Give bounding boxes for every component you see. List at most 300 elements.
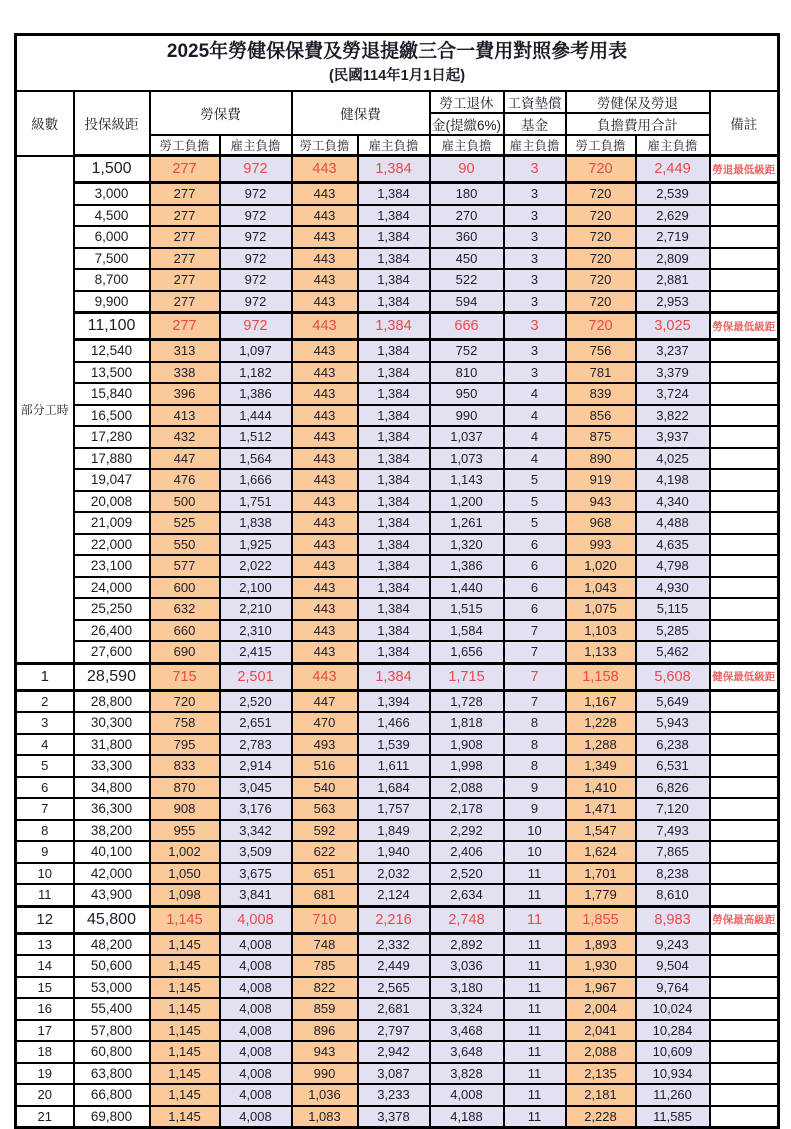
- total-employee-cell: 720: [566, 226, 636, 248]
- bracket-cell: 8,700: [74, 269, 150, 291]
- total-employee-cell: 1,967: [566, 977, 636, 999]
- health-employer-cell: 1,384: [358, 313, 430, 340]
- health-employer-cell: 1,466: [358, 712, 430, 734]
- health-employee-cell: 443: [292, 577, 358, 599]
- table-row: [16, 555, 779, 577]
- labor-employer-cell: 2,651: [220, 712, 292, 734]
- health-employer-cell: 3,378: [358, 1106, 430, 1128]
- wagefund-employer-cell: 7: [504, 620, 566, 642]
- remark-cell: [710, 448, 779, 470]
- pension-employer-cell: 2,406: [430, 841, 504, 863]
- labor-employee-cell: 432: [150, 426, 220, 448]
- table-row: [16, 362, 779, 384]
- labor-employee-cell: 833: [150, 755, 220, 777]
- remark-cell: [710, 555, 779, 577]
- total-employee-cell: 1,471: [566, 798, 636, 820]
- total-employer-cell: 10,284: [636, 1020, 710, 1042]
- labor-employer-cell: 1,444: [220, 405, 292, 427]
- health-employer-cell: 1,384: [358, 512, 430, 534]
- bracket-cell: 15,840: [74, 383, 150, 405]
- health-employer-cell: 1,384: [358, 362, 430, 384]
- wagefund-employer-cell: 9: [504, 777, 566, 799]
- remark-cell: [710, 998, 779, 1020]
- health-employee-cell: 859: [292, 998, 358, 1020]
- level-cell: 11: [16, 884, 74, 906]
- health-employee-cell: 651: [292, 863, 358, 885]
- wagefund-employer-cell: 10: [504, 841, 566, 863]
- table-row: [16, 641, 779, 663]
- pension-employer-cell: 1,261: [430, 512, 504, 534]
- table-title-block: [16, 35, 779, 92]
- pension-employer-cell: 1,143: [430, 469, 504, 491]
- labor-employee-cell: 1,145: [150, 955, 220, 977]
- table-row: [16, 426, 779, 448]
- pension-employer-cell: 1,200: [430, 491, 504, 513]
- total-employee-cell: 1,075: [566, 598, 636, 620]
- pension-employer-cell: 1,073: [430, 448, 504, 470]
- level-cell: 19: [16, 1063, 74, 1085]
- wagefund-employer-cell: 11: [504, 998, 566, 1020]
- wagefund-employer-cell: 4: [504, 426, 566, 448]
- bracket-cell: 13,500: [74, 362, 150, 384]
- pension-employer-cell: 1,818: [430, 712, 504, 734]
- labor-employer-cell: 2,520: [220, 690, 292, 712]
- health-employee-cell: 516: [292, 755, 358, 777]
- level-cell: 21: [16, 1106, 74, 1128]
- wagefund-employer-cell: 3: [504, 205, 566, 227]
- level-cell: 17: [16, 1020, 74, 1042]
- health-employer-cell: 3,087: [358, 1063, 430, 1085]
- level-cell: 10: [16, 863, 74, 885]
- health-employer-cell: 2,797: [358, 1020, 430, 1042]
- health-employer-cell: 1,384: [358, 248, 430, 270]
- total-employer-cell: 3,822: [636, 405, 710, 427]
- labor-employer-cell: 4,008: [220, 1106, 292, 1128]
- bracket-cell: 12,540: [74, 340, 150, 362]
- labor-employee-cell: 277: [150, 248, 220, 270]
- labor-employer-cell: 2,210: [220, 598, 292, 620]
- labor-employee-cell: 577: [150, 555, 220, 577]
- wagefund-employer-cell: 3: [504, 156, 566, 183]
- health-employer-cell: 2,124: [358, 884, 430, 906]
- total-employee-cell: 781: [566, 362, 636, 384]
- pension-employer-cell: 90: [430, 156, 504, 183]
- labor-employee-cell: 758: [150, 712, 220, 734]
- total-employee-cell: 1,167: [566, 690, 636, 712]
- health-employer-cell: 2,681: [358, 998, 430, 1020]
- labor-employer-cell: 972: [220, 248, 292, 270]
- table-row: [16, 933, 779, 955]
- pension-employer-cell: 990: [430, 405, 504, 427]
- total-employer-cell: 2,629: [636, 205, 710, 227]
- header-total-employee: 勞工負擔: [566, 135, 636, 156]
- level-cell: 15: [16, 977, 74, 999]
- pension-employer-cell: 1,515: [430, 598, 504, 620]
- bracket-cell: 45,800: [74, 906, 150, 933]
- pension-employer-cell: 950: [430, 383, 504, 405]
- health-employer-cell: 1,384: [358, 620, 430, 642]
- table-row: [16, 491, 779, 513]
- remark-cell: [710, 863, 779, 885]
- bracket-cell: 34,800: [74, 777, 150, 799]
- header-wagefund-line2: 基金: [504, 113, 566, 135]
- bracket-cell: 43,900: [74, 884, 150, 906]
- labor-employee-cell: 1,145: [150, 933, 220, 955]
- remark-cell: [710, 205, 779, 227]
- table-row: [16, 663, 779, 690]
- health-employee-cell: 990: [292, 1063, 358, 1085]
- labor-employer-cell: 3,509: [220, 841, 292, 863]
- table-row: [16, 313, 779, 340]
- bracket-cell: 69,800: [74, 1106, 150, 1128]
- level-cell: 12: [16, 906, 74, 933]
- total-employer-cell: 3,379: [636, 362, 710, 384]
- health-employee-cell: 785: [292, 955, 358, 977]
- health-employer-cell: 1,611: [358, 755, 430, 777]
- table-row: [16, 291, 779, 313]
- table-row: [16, 777, 779, 799]
- health-employee-cell: 443: [292, 448, 358, 470]
- total-employee-cell: 720: [566, 313, 636, 340]
- total-employer-cell: 11,260: [636, 1084, 710, 1106]
- wagefund-employer-cell: 11: [504, 884, 566, 906]
- wagefund-employer-cell: 9: [504, 798, 566, 820]
- labor-employee-cell: 1,145: [150, 906, 220, 933]
- remark-cell: 勞退最低級距: [710, 156, 779, 183]
- wagefund-employer-cell: 7: [504, 641, 566, 663]
- wagefund-employer-cell: 11: [504, 906, 566, 933]
- bracket-cell: 63,800: [74, 1063, 150, 1085]
- labor-employer-cell: 972: [220, 313, 292, 340]
- health-employee-cell: 1,036: [292, 1084, 358, 1106]
- labor-employer-cell: 4,008: [220, 1020, 292, 1042]
- health-employer-cell: 1,384: [358, 469, 430, 491]
- labor-employee-cell: 1,145: [150, 1106, 220, 1128]
- total-employer-cell: 4,198: [636, 469, 710, 491]
- bracket-cell: 31,800: [74, 734, 150, 756]
- total-employer-cell: 5,943: [636, 712, 710, 734]
- pension-employer-cell: 666: [430, 313, 504, 340]
- health-employee-cell: 443: [292, 248, 358, 270]
- labor-employee-cell: 600: [150, 577, 220, 599]
- total-employer-cell: 4,025: [636, 448, 710, 470]
- bracket-cell: 19,047: [74, 469, 150, 491]
- level-cell: 18: [16, 1041, 74, 1063]
- remark-cell: [710, 491, 779, 513]
- total-employee-cell: 720: [566, 156, 636, 183]
- level-cell: 6: [16, 777, 74, 799]
- remark-cell: [710, 690, 779, 712]
- bracket-cell: 38,200: [74, 820, 150, 842]
- labor-employer-cell: 972: [220, 291, 292, 313]
- remark-cell: [710, 1020, 779, 1042]
- total-employee-cell: 968: [566, 512, 636, 534]
- remark-cell: [710, 291, 779, 313]
- table-row: [16, 1084, 779, 1106]
- header-health-insurance: 健保費: [292, 91, 430, 135]
- labor-employee-cell: 277: [150, 269, 220, 291]
- bracket-cell: 53,000: [74, 977, 150, 999]
- remark-cell: [710, 577, 779, 599]
- total-employer-cell: 5,285: [636, 620, 710, 642]
- bracket-cell: 48,200: [74, 933, 150, 955]
- remark-cell: [710, 841, 779, 863]
- health-employee-cell: 443: [292, 512, 358, 534]
- bracket-cell: 16,500: [74, 405, 150, 427]
- table-row: [16, 156, 779, 183]
- total-employer-cell: 4,488: [636, 512, 710, 534]
- total-employer-cell: 10,024: [636, 998, 710, 1020]
- labor-employer-cell: 1,751: [220, 491, 292, 513]
- level-cell: 2: [16, 690, 74, 712]
- remark-cell: [710, 820, 779, 842]
- health-employer-cell: 1,384: [358, 156, 430, 183]
- bracket-cell: 26,400: [74, 620, 150, 642]
- labor-employer-cell: 4,008: [220, 933, 292, 955]
- wagefund-employer-cell: 5: [504, 469, 566, 491]
- remark-cell: [710, 269, 779, 291]
- table-row: [16, 1041, 779, 1063]
- total-employee-cell: 2,041: [566, 1020, 636, 1042]
- table-row: [16, 734, 779, 756]
- total-employee-cell: 1,701: [566, 863, 636, 885]
- table-row: [16, 448, 779, 470]
- labor-employer-cell: 2,501: [220, 663, 292, 690]
- header-total-line2: 負擔費用合計: [566, 113, 710, 135]
- health-employer-cell: 1,384: [358, 383, 430, 405]
- health-employee-cell: 710: [292, 906, 358, 933]
- bracket-cell: 1,500: [74, 156, 150, 183]
- wagefund-employer-cell: 3: [504, 340, 566, 362]
- pension-employer-cell: 1,037: [430, 426, 504, 448]
- table-row: [16, 598, 779, 620]
- total-employer-cell: 9,504: [636, 955, 710, 977]
- pension-employer-cell: 3,828: [430, 1063, 504, 1085]
- health-employer-cell: 2,032: [358, 863, 430, 885]
- health-employee-cell: 592: [292, 820, 358, 842]
- labor-employee-cell: 1,145: [150, 1063, 220, 1085]
- health-employer-cell: 1,384: [358, 340, 430, 362]
- header-remark: 備註: [710, 91, 779, 156]
- remark-cell: [710, 383, 779, 405]
- level-cell: 8: [16, 820, 74, 842]
- table-row: [16, 798, 779, 820]
- labor-employer-cell: 2,914: [220, 755, 292, 777]
- wagefund-employer-cell: 3: [504, 248, 566, 270]
- labor-employer-cell: 3,841: [220, 884, 292, 906]
- total-employer-cell: 4,930: [636, 577, 710, 599]
- health-employee-cell: 748: [292, 933, 358, 955]
- total-employer-cell: 2,449: [636, 156, 710, 183]
- labor-employee-cell: 908: [150, 798, 220, 820]
- wagefund-employer-cell: 11: [504, 1084, 566, 1106]
- pension-employer-cell: 1,440: [430, 577, 504, 599]
- labor-employee-cell: 795: [150, 734, 220, 756]
- labor-employee-cell: 1,145: [150, 1041, 220, 1063]
- labor-employee-cell: 660: [150, 620, 220, 642]
- remark-cell: [710, 469, 779, 491]
- labor-employee-cell: 277: [150, 291, 220, 313]
- total-employer-cell: 6,826: [636, 777, 710, 799]
- remark-cell: [710, 534, 779, 556]
- table-row: [16, 755, 779, 777]
- health-employee-cell: 443: [292, 641, 358, 663]
- pension-employer-cell: 1,908: [430, 734, 504, 756]
- health-employee-cell: 563: [292, 798, 358, 820]
- remark-cell: [710, 955, 779, 977]
- table-row: [16, 205, 779, 227]
- health-employee-cell: 943: [292, 1041, 358, 1063]
- header-total-line1: 勞健保及勞退: [566, 91, 710, 113]
- level-cell: 13: [16, 933, 74, 955]
- table-row: [16, 884, 779, 906]
- pension-employer-cell: 752: [430, 340, 504, 362]
- labor-employee-cell: 690: [150, 641, 220, 663]
- bracket-cell: 4,500: [74, 205, 150, 227]
- total-employee-cell: 1,288: [566, 734, 636, 756]
- level-cell: 7: [16, 798, 74, 820]
- total-employee-cell: 1,349: [566, 755, 636, 777]
- labor-employer-cell: 4,008: [220, 1084, 292, 1106]
- wagefund-employer-cell: 11: [504, 1020, 566, 1042]
- bracket-cell: 42,000: [74, 863, 150, 885]
- health-employee-cell: 443: [292, 383, 358, 405]
- labor-employer-cell: 3,176: [220, 798, 292, 820]
- labor-employer-cell: 2,100: [220, 577, 292, 599]
- pension-employer-cell: 1,715: [430, 663, 504, 690]
- labor-employer-cell: 972: [220, 183, 292, 205]
- health-employer-cell: 1,384: [358, 405, 430, 427]
- total-employee-cell: 1,228: [566, 712, 636, 734]
- bracket-cell: 30,300: [74, 712, 150, 734]
- table-row: [16, 1020, 779, 1042]
- remark-cell: [710, 512, 779, 534]
- health-employer-cell: 1,384: [358, 555, 430, 577]
- pension-employer-cell: 3,180: [430, 977, 504, 999]
- bracket-cell: 24,000: [74, 577, 150, 599]
- labor-employer-cell: 1,512: [220, 426, 292, 448]
- labor-employer-cell: 3,045: [220, 777, 292, 799]
- remark-cell: [710, 641, 779, 663]
- labor-employee-cell: 277: [150, 313, 220, 340]
- pension-employer-cell: 3,324: [430, 998, 504, 1020]
- table-row: [16, 620, 779, 642]
- labor-employer-cell: 1,564: [220, 448, 292, 470]
- total-employer-cell: 11,585: [636, 1106, 710, 1128]
- labor-employer-cell: 1,386: [220, 383, 292, 405]
- labor-employee-cell: 277: [150, 183, 220, 205]
- total-employer-cell: 7,120: [636, 798, 710, 820]
- health-employee-cell: 443: [292, 405, 358, 427]
- premium-reference-table: [14, 33, 780, 1129]
- table-row: [16, 183, 779, 205]
- remark-cell: [710, 884, 779, 906]
- header-pension-employer: 雇主負擔: [430, 135, 504, 156]
- table-row: [16, 955, 779, 977]
- bracket-cell: 40,100: [74, 841, 150, 863]
- table-row: [16, 269, 779, 291]
- table-row: [16, 340, 779, 362]
- header-pension-line1: 勞工退休: [430, 91, 504, 113]
- table-row: [16, 841, 779, 863]
- pension-employer-cell: 1,728: [430, 690, 504, 712]
- bracket-cell: 21,009: [74, 512, 150, 534]
- wagefund-employer-cell: 6: [504, 577, 566, 599]
- health-employer-cell: 2,565: [358, 977, 430, 999]
- health-employee-cell: 443: [292, 269, 358, 291]
- total-employee-cell: 2,088: [566, 1041, 636, 1063]
- total-employee-cell: 919: [566, 469, 636, 491]
- table-row: [16, 690, 779, 712]
- remark-cell: [710, 933, 779, 955]
- pension-employer-cell: 450: [430, 248, 504, 270]
- bracket-cell: 9,900: [74, 291, 150, 313]
- pension-employer-cell: 1,584: [430, 620, 504, 642]
- remark-cell: [710, 1106, 779, 1128]
- level-cell: 5: [16, 755, 74, 777]
- health-employer-cell: 1,384: [358, 269, 430, 291]
- pension-employer-cell: 4,188: [430, 1106, 504, 1128]
- total-employee-cell: 890: [566, 448, 636, 470]
- wagefund-employer-cell: 5: [504, 512, 566, 534]
- total-employer-cell: 4,635: [636, 534, 710, 556]
- labor-employee-cell: 1,145: [150, 998, 220, 1020]
- page-title: 2025年勞健保保費及勞退提繳三合一費用對照參考用表: [166, 41, 628, 62]
- bracket-cell: 17,280: [74, 426, 150, 448]
- level-cell: 3: [16, 712, 74, 734]
- total-employer-cell: 7,493: [636, 820, 710, 842]
- health-employee-cell: 622: [292, 841, 358, 863]
- total-employer-cell: 10,934: [636, 1063, 710, 1085]
- bracket-cell: 28,800: [74, 690, 150, 712]
- total-employee-cell: 1,020: [566, 555, 636, 577]
- labor-employer-cell: 1,925: [220, 534, 292, 556]
- total-employer-cell: 2,953: [636, 291, 710, 313]
- total-employee-cell: 1,043: [566, 577, 636, 599]
- labor-employee-cell: 1,145: [150, 1020, 220, 1042]
- remark-cell: [710, 620, 779, 642]
- pension-employer-cell: 270: [430, 205, 504, 227]
- bracket-cell: 50,600: [74, 955, 150, 977]
- pension-employer-cell: 1,656: [430, 641, 504, 663]
- wagefund-employer-cell: 7: [504, 690, 566, 712]
- health-employer-cell: 1,384: [358, 291, 430, 313]
- total-employer-cell: 4,798: [636, 555, 710, 577]
- health-employee-cell: 681: [292, 884, 358, 906]
- total-employer-cell: 3,724: [636, 383, 710, 405]
- part-time-merged-cell: 部分工時: [16, 156, 74, 664]
- total-employer-cell: 8,983: [636, 906, 710, 933]
- table-row: [16, 469, 779, 491]
- level-cell: 14: [16, 955, 74, 977]
- remark-cell: [710, 340, 779, 362]
- pension-employer-cell: 594: [430, 291, 504, 313]
- pension-employer-cell: 4,008: [430, 1084, 504, 1106]
- labor-employee-cell: 1,002: [150, 841, 220, 863]
- remark-cell: [710, 755, 779, 777]
- total-employee-cell: 1,855: [566, 906, 636, 933]
- wagefund-employer-cell: 11: [504, 863, 566, 885]
- labor-employee-cell: 1,145: [150, 1084, 220, 1106]
- health-employee-cell: 822: [292, 977, 358, 999]
- labor-employer-cell: 972: [220, 156, 292, 183]
- labor-employer-cell: 1,097: [220, 340, 292, 362]
- table-row: [16, 1063, 779, 1085]
- wagefund-employer-cell: 7: [504, 663, 566, 690]
- health-employer-cell: 2,216: [358, 906, 430, 933]
- total-employee-cell: 839: [566, 383, 636, 405]
- labor-employer-cell: 2,783: [220, 734, 292, 756]
